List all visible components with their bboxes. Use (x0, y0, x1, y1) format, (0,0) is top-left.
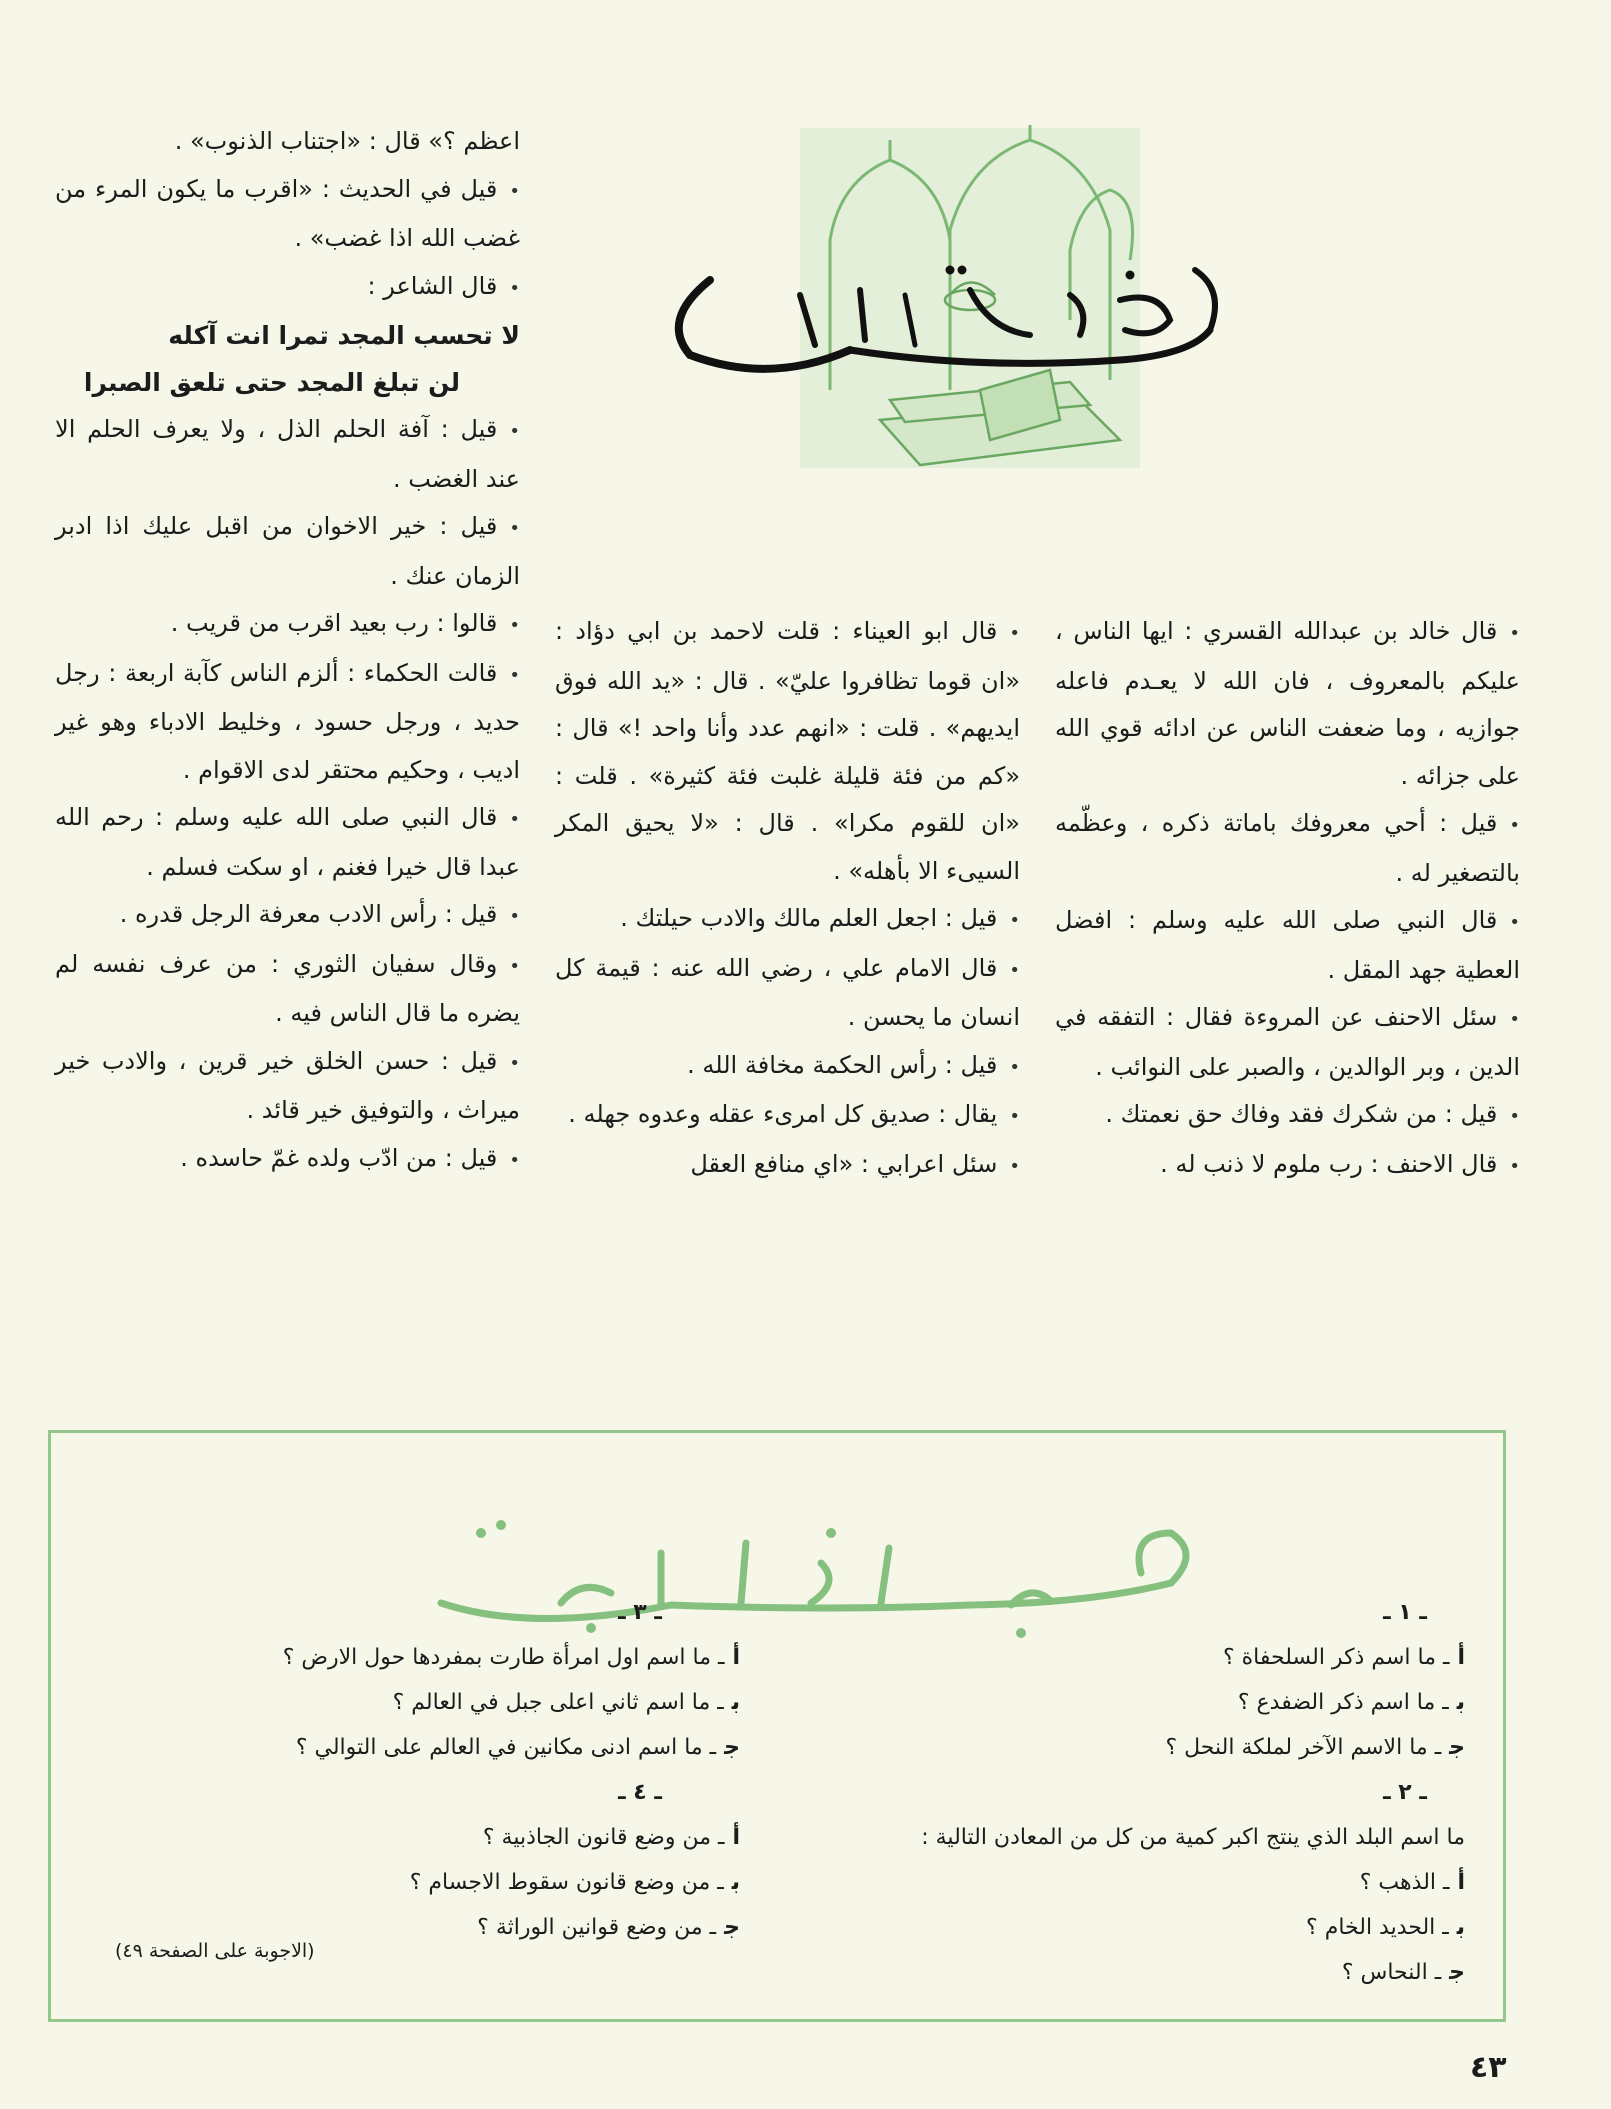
paragraph (1055, 1141, 1520, 1191)
paragraph-text: قيل : حسن الخلق خير قرين ، والادب خير ميراث ، والتوفيق خير قائد . (55, 1046, 520, 1124)
paragraph (555, 895, 1020, 945)
bullet-icon: • (509, 955, 520, 977)
bullet-icon: • (1509, 1155, 1520, 1177)
bullet-icon: • (1009, 623, 1020, 644)
paragraph (1055, 800, 1520, 897)
bullet-icon: • (1009, 959, 1020, 981)
question-text: ـ ما اسم ذكر الضفدع ؟ (1237, 1690, 1449, 1715)
paragraph-text: قال الاحنف : رب ملوم لا ذنب له . (1160, 1149, 1498, 1178)
answers-note: (الاجوبة على الصفحة ٤٩) (115, 1940, 315, 1962)
quiz-question (800, 1680, 1465, 1725)
header-illustration (650, 120, 1280, 480)
bullet-icon: • (1009, 1056, 1020, 1078)
bullet-icon: • (509, 664, 520, 686)
paragraph-text: وقال سفيان الثوري : من عرف نفسه لم يضره ما قال الناس فيه . (55, 949, 520, 1027)
question-text: ـ من وضع قانون الجاذبية ؟ (482, 1825, 725, 1850)
question-letter: أ (732, 1645, 740, 1670)
paragraph (555, 1042, 1020, 1092)
question-letter: أ (1457, 1645, 1465, 1670)
quiz-group-1-number: ـ ١ ـ (1383, 1600, 1427, 1625)
bullet-icon: • (509, 1052, 520, 1074)
quiz-group-3-number: ـ ٣ ـ (618, 1600, 662, 1625)
paragraph (555, 608, 1020, 895)
quiz-group-4 (120, 1815, 740, 1950)
question-text: ـ ما اسم ادنى مكانين في العالم على التوالي ؟ (295, 1735, 717, 1760)
paragraph (55, 166, 520, 263)
column-left (55, 118, 520, 1184)
quiz-question (800, 1860, 1465, 1905)
paragraph-text: قال الامام علي ، رضي الله عنه : قيمة كل انسان ما يحسن . (555, 953, 1020, 1031)
paragraph-text: قيل في الحديث : «اقرب ما يكون المرء من غضب الله اذا غضب» . (55, 174, 520, 252)
paragraph (555, 1141, 1020, 1191)
bullet-icon: • (1509, 815, 1520, 836)
bullet-icon: • (1009, 1155, 1020, 1177)
bullet-icon: • (509, 421, 520, 442)
question-text: ـ من وضع قوانين الوراثة ؟ (477, 1915, 717, 1940)
quiz-question (120, 1815, 740, 1860)
page-number: ٤٣ (1470, 2050, 1507, 2085)
question-text: ـ ما اسم اول امرأة طارت بمفردها حول الارض ؟ (282, 1645, 725, 1670)
paragraph-text: قال الشاعر : (367, 271, 498, 300)
quiz-question (800, 1905, 1465, 1950)
paragraph-text: سئل اعرابي : «اي منافع العقل (690, 1149, 998, 1178)
bullet-icon: • (1009, 910, 1020, 931)
quiz-question (800, 1725, 1465, 1770)
paragraph-text: قيل : من ادّب ولده غمّ حاسده . (180, 1143, 498, 1172)
bullet-icon: • (1009, 1106, 1020, 1127)
question-letter: ب (731, 1870, 740, 1895)
paragraph (1055, 608, 1520, 800)
paragraph-text: قال ابو العيناء : قلت لاحمد بن ابي دؤاد : «ان قوما تظافروا عليّ» . قال : «يد الله فوق ايديهم» . قلت : «انهم عدد وأنا واحد !» قال : «كم من فئة قليلة غلبت فئة كثيرة» . قلت : «ان للقوم مكرا» . قال : «لا يحيق المكر السيىء الا بأهله» . (555, 617, 1020, 885)
paragraph-text: قيل : أحي معروفك باماتة ذكره ، وعظّمه بالتصغير له . (1055, 809, 1520, 887)
paragraph-text: سئل الاحنف عن المروءة فقال : التفقه في الدين ، وبر الوالدين ، والصبر على النوائب . (1055, 1003, 1520, 1081)
bullet-icon: • (509, 277, 520, 299)
quiz-question (120, 1635, 740, 1680)
paragraph-text: قال النبي صلى الله عليه وسلم : رحم الله عبدا قال خيرا فغنم ، او سكت فسلم . (55, 803, 520, 881)
bullet-icon: • (509, 906, 520, 927)
bullet-icon: • (1509, 1106, 1520, 1127)
question-letter: ب (1456, 1915, 1465, 1940)
question-letter: أ (1457, 1870, 1465, 1895)
question-text: ـ ما اسم ذكر السلحفاة ؟ (1222, 1645, 1450, 1670)
question-letter: ج (1449, 1960, 1465, 1985)
bullet-icon: • (509, 615, 520, 636)
paragraph-text: قال النبي صلى الله عليه وسلم : افضل العطية جهد المقل . (1055, 906, 1520, 984)
bullet-icon: • (1509, 912, 1520, 933)
bullet-icon: • (509, 1149, 520, 1171)
question-letter: ج (724, 1915, 740, 1940)
quiz-question (120, 1725, 740, 1770)
paragraph (555, 1091, 1020, 1141)
verse-line1: لا تحسب المجد تمرا انت آكله (168, 321, 520, 350)
quiz-column-right (800, 1590, 1465, 1995)
quiz-group-2 (800, 1860, 1465, 1995)
question-text: ـ الحديد الخام ؟ (1306, 1915, 1449, 1940)
quiz-question (800, 1635, 1465, 1680)
quiz-question (120, 1680, 740, 1725)
quiz-group-4-number: ـ ٤ ـ (618, 1780, 662, 1805)
paragraph (1055, 897, 1520, 994)
paragraph (55, 650, 520, 795)
column-middle (555, 608, 1020, 1190)
paragraph (55, 406, 520, 503)
poem-verse (55, 312, 520, 406)
paragraph-text: قالوا : رب بعيد اقرب من قريب . (170, 609, 498, 637)
quiz-column-left (120, 1590, 740, 1950)
paragraph (55, 1038, 520, 1135)
quiz-question (800, 1950, 1465, 1995)
paragraph (55, 263, 520, 313)
paragraph-text: يقال : صديق كل امرىء عقله وعدوه جهله . (568, 1100, 998, 1128)
quiz-group-1 (800, 1635, 1465, 1770)
quiz-group-2-number: ـ ٢ ـ (1383, 1780, 1427, 1805)
paragraph (1055, 1091, 1520, 1141)
bullet-icon: • (509, 518, 520, 539)
paragraph (1055, 994, 1520, 1091)
paragraph-text: قيل : آفة الحلم الذل ، ولا يعرف الحلم الا عند الغضب . (55, 415, 520, 493)
paragraph-text: قيل : رأس الادب معرفة الرجل قدره . (119, 900, 498, 928)
quiz-question (120, 1860, 740, 1905)
bullet-icon: • (509, 809, 520, 830)
paragraph-text: اعظم ؟» قال : «اجتناب الذنوب» . (174, 127, 520, 155)
bullet-icon: • (1509, 1009, 1520, 1030)
question-text: ـ الذهب ؟ (1359, 1870, 1450, 1895)
question-letter: ب (1456, 1690, 1465, 1715)
paragraph (55, 794, 520, 891)
quiz-group-3 (120, 1635, 740, 1770)
paragraph-text: قيل : من شكرك فقد وفاك حق نعمتك . (1105, 1100, 1498, 1128)
verse-line2: لن تبلغ المجد حتى تلعق الصبرا (83, 368, 460, 397)
column-right (1055, 608, 1520, 1190)
quiz-group-2-intro: ما اسم البلد الذي ينتج اكبر كمية من كل من المعادن التالية : (921, 1825, 1465, 1850)
question-letter: أ (732, 1825, 740, 1850)
paragraph (55, 1135, 520, 1185)
paragraph (55, 891, 520, 941)
paragraph (555, 945, 1020, 1042)
paragraph (55, 118, 520, 166)
question-text: ـ ما اسم ثاني اعلى جبل في العالم ؟ (392, 1690, 724, 1715)
question-letter: ج (1449, 1735, 1465, 1760)
paragraph-text: قيل : خير الاخوان من اقبل عليك اذا ادبر الزمان عنك . (55, 512, 520, 590)
paragraph-text: قالت الحكماء : ألزم الناس كآبة اربعة : رجل حديد ، ورجل حسود ، وخليط الادباء وهو غير اديب ، وحكيم محتقر لدى الاقوام . (55, 658, 520, 784)
paragraph-text: قال خالد بن عبدالله القسري : ايها الناس ، عليكم بالمعروف ، فان الله لا يعـدم فاعله جوازيه ، وما ضعفت الناس عن ادائه قوي الله على جزائه . (1055, 617, 1520, 790)
bullet-icon: • (509, 180, 520, 202)
question-letter: ج (724, 1735, 740, 1760)
question-text: ـ ما الاسم الآخر لملكة النحل ؟ (1165, 1735, 1442, 1760)
paragraph-text: قيل : اجعل العلم مالك والادب حيلتك . (620, 904, 998, 932)
paragraph (55, 600, 520, 650)
question-letter: ب (731, 1690, 740, 1715)
paragraph (55, 503, 520, 600)
paragraph (55, 941, 520, 1038)
question-text: ـ من وضع قانون سقوط الاجسام ؟ (409, 1870, 724, 1895)
paragraph-text: قيل : رأس الحكمة مخافة الله . (687, 1050, 998, 1079)
question-text: ـ النحاس ؟ (1341, 1960, 1442, 1985)
bullet-icon: • (1509, 623, 1520, 644)
